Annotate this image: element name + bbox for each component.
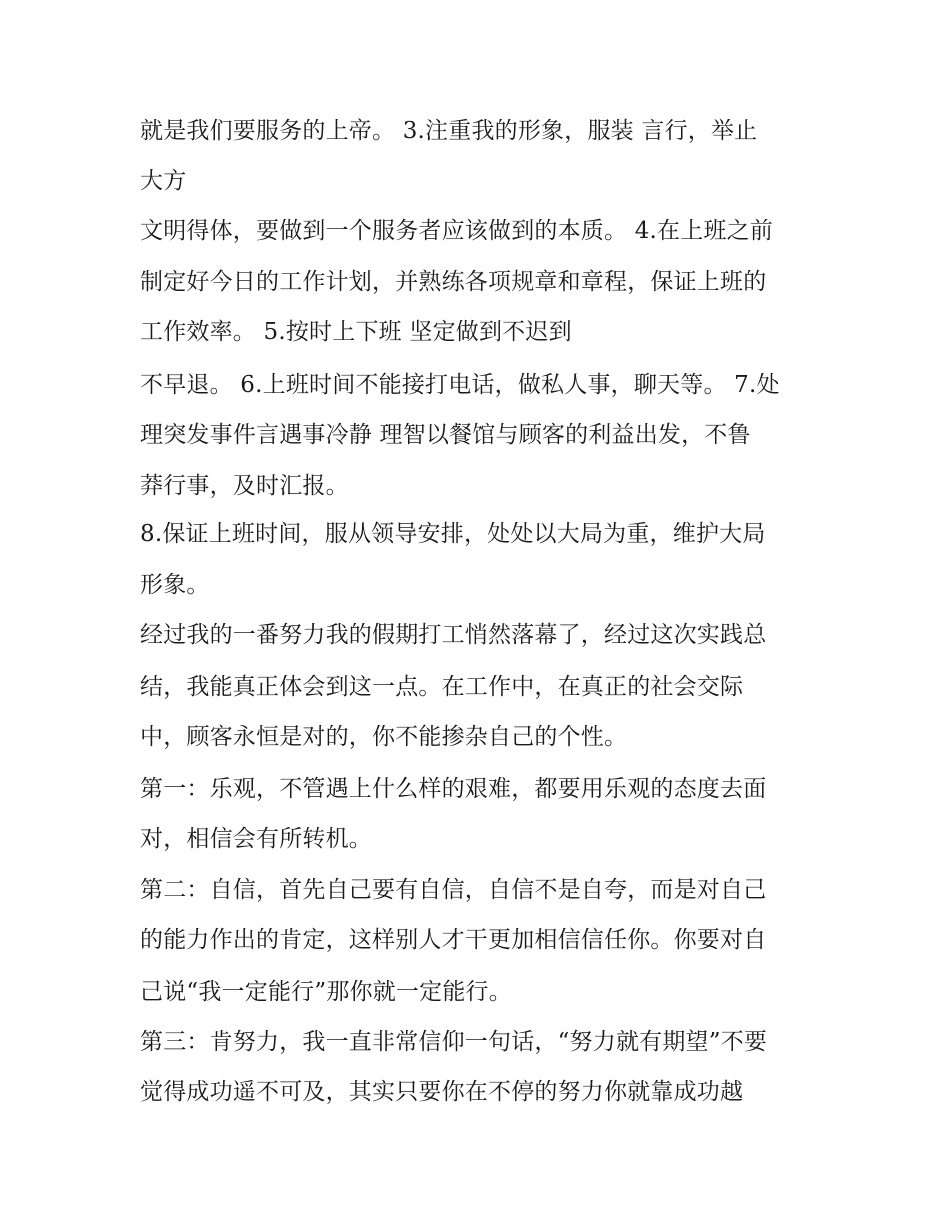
text-line: 第一：乐观，不管遇上什么样的艰难，都要用乐观的态度去面: [140, 776, 767, 802]
text-line: 经过我的一番努力我的假期打工悄然落幕了，经过这次实践总: [140, 622, 767, 648]
text-line: 对，相信会有所转机。: [140, 826, 372, 852]
text-line: 形象。: [140, 572, 210, 598]
text-line: 文明得体，要做到一个服务者应该做到的本质。 4.在上班之前: [140, 218, 774, 244]
text-line: 觉得成功遥不可及，其实只要你在不停的努力你就靠成功越: [140, 1079, 744, 1105]
text-line: 中，顾客永恒是对的，你不能掺杂自己的个性。: [140, 724, 628, 750]
text-line: 工作效率。 5.按时上下班 坚定做到不迟到: [140, 319, 572, 345]
text-line: 结，我能真正体会到这一点。在工作中，在真正的社会交际: [140, 674, 744, 700]
text-line: 就是我们要服务的上帝。 3.注重我的形象，服装 言行，举止: [140, 118, 758, 144]
text-line: 莽行事，及时汇报。: [140, 473, 349, 499]
text-line: 8.保证上班时间，服从领导安排，处处以大局为重，维护大局: [140, 521, 766, 547]
text-line: 第二：自信，首先自己要有自信，自信不是自夸，而是对自己: [140, 877, 767, 903]
text-line: 的能力作出的肯定，这样别人才干更加相信信任你。你要对自: [140, 927, 767, 953]
text-line: 己说“我一定能行”那你就一定能行。: [140, 979, 512, 1005]
text-line: 第三：肯努力，我一直非常信仰一句话，“努力就有期望”不要: [140, 1029, 768, 1055]
text-line: 制定好今日的工作计划，并熟练各项规章和章程，保证上班的: [140, 269, 767, 295]
text-line: 理突发事件言遇事冷静 理智以餐馆与顾客的利益出发，不鲁: [140, 422, 751, 448]
text-line: 不早退。 6.上班时间不能接打电话，做私人事，聊天等。 7.处: [140, 372, 780, 398]
text-line: 大方: [140, 168, 187, 194]
